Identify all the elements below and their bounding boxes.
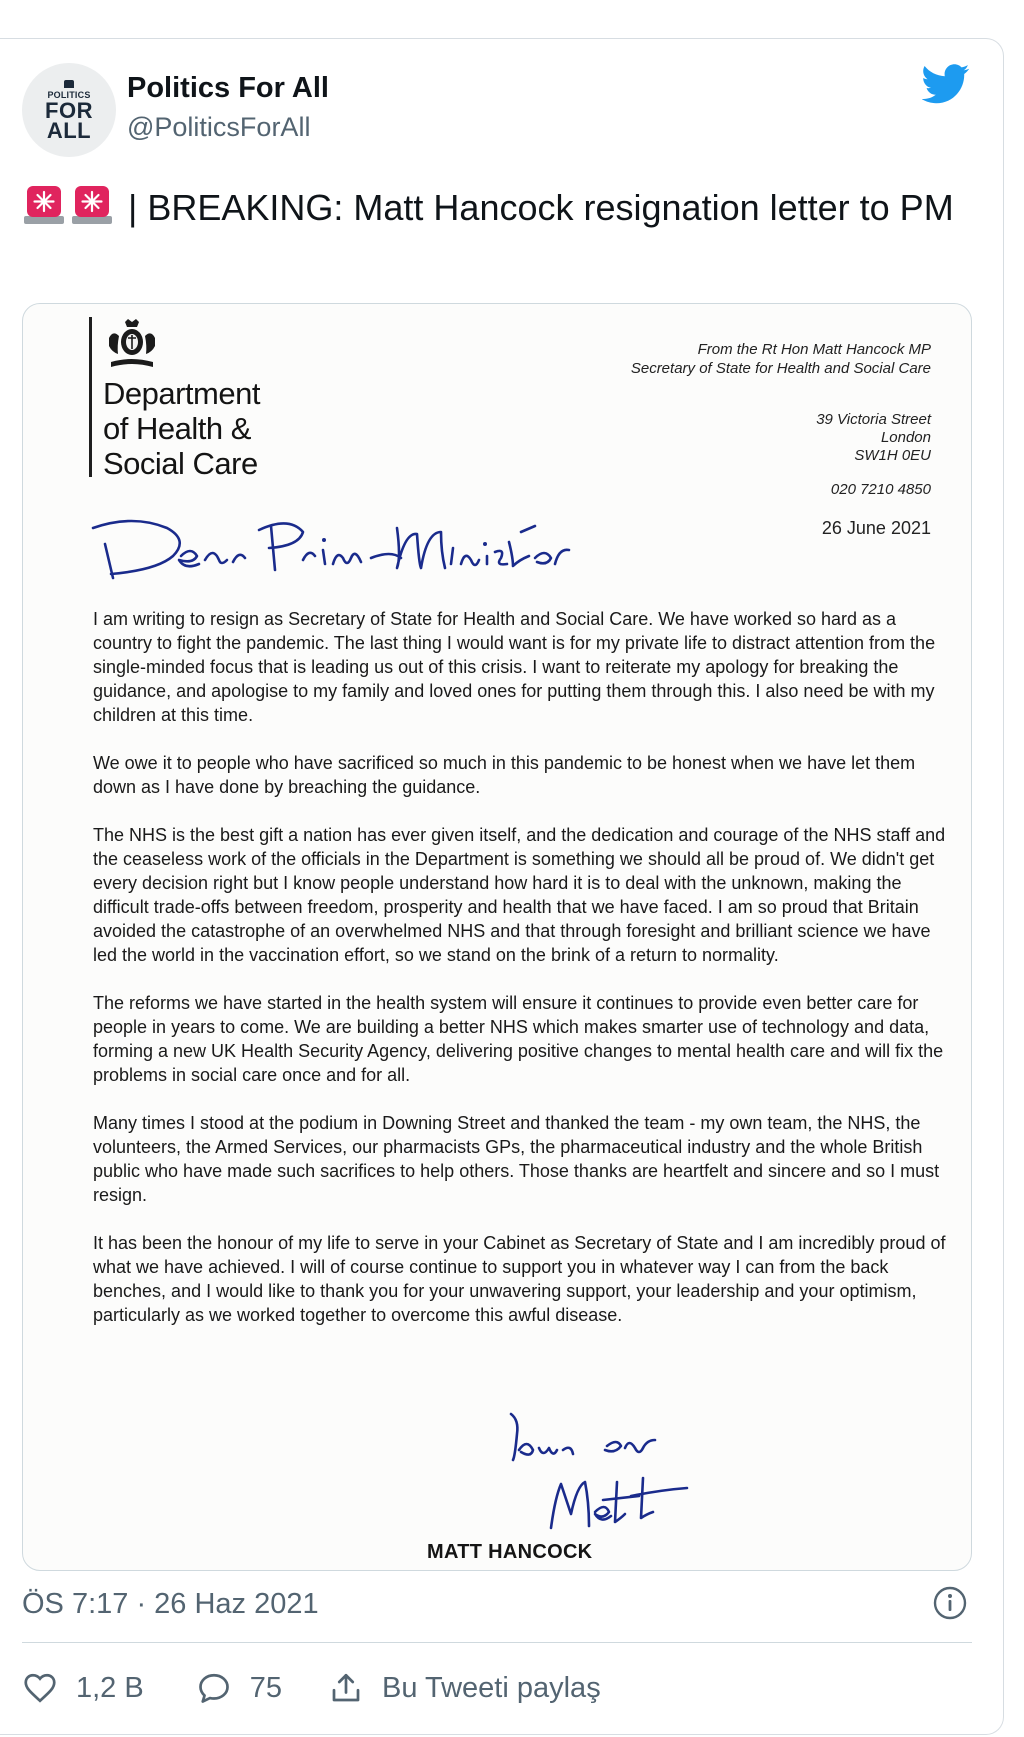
letter-paragraph: We owe it to people who have sacrificed so much in this pandemic to be honest when we have let them down as I have done by breaching the guidance.	[93, 753, 916, 797]
letter-paragraph: The reforms we have started in the health system will ensure it continues to provide even better care for people in years to come. We are building a better NHS which makes smarter use of technology and data, forming a new UK Health Security Agency, delivering positive changes to mental health care and will fix the problems in social care once and for all.	[93, 993, 944, 1085]
twitter-bird-icon[interactable]	[922, 64, 970, 104]
action-bar	[22, 1666, 601, 1710]
signature-name: MATT HANCOCK	[427, 1541, 593, 1563]
reply-count: 75	[249, 1671, 282, 1704]
tweet-text-body: | BREAKING: Matt Hancock resignation letter to PM	[128, 187, 954, 228]
tweet-text	[22, 182, 982, 231]
tweet-image[interactable]	[22, 303, 972, 1571]
royal-crest-icon	[101, 318, 163, 372]
letter-paragraph: I am writing to resign as Secretary of State for Health and Social Care. We have worked so hard as a country to fight the pandemic. The last thing I would want is for my private life to distract attention from the single-minded focus that is leading us out of this crisis. I want to reiterate my apology for breaking the guidance, and apologise to my family and loved ones for putting them through this. I also need be with my children at this time.	[93, 609, 936, 725]
department-name	[103, 376, 260, 481]
police-light-icon	[22, 182, 66, 226]
reply-bubble-icon	[196, 1670, 232, 1706]
address-line: 39 Victoria Street	[816, 411, 931, 428]
reply-button[interactable]	[196, 1670, 282, 1706]
display-name[interactable]: Politics For All	[127, 72, 329, 104]
letter-date: 26 June 2021	[821, 518, 931, 538]
department-line: of Health &	[103, 411, 251, 446]
address-line: SW1H 0EU	[854, 447, 931, 464]
avatar-line1: POLITICS	[47, 89, 91, 100]
letter-paragraph: Many times I stood at the podium in Downing Street and thanked the team - my own team, the NHS, the volunteers, the Armed Services, our pharmacists GPs, the pharmaceutical industry and the whole British public who have made such sacrifices to help others. Those thanks are heartfelt and sincere and so I must resign.	[93, 1113, 940, 1205]
share-label: Bu Tweeti paylaş	[381, 1671, 601, 1704]
handwritten-salutation	[75, 500, 615, 590]
divider	[22, 1642, 972, 1643]
from-line: Secretary of State for Health and Social Care	[630, 360, 931, 377]
like-count: 1,2 B	[76, 1671, 144, 1704]
handwritten-signoff	[503, 1404, 743, 1534]
avatar[interactable]	[22, 63, 116, 157]
address-block	[816, 411, 931, 465]
letterhead-rule	[89, 317, 92, 477]
from-block	[631, 340, 931, 378]
avatar-line2: FOR	[45, 97, 93, 123]
tweet-timestamp[interactable]: ÖS 7:17 · 26 Haz 2021	[22, 1588, 319, 1620]
resignation-letter	[23, 304, 971, 1570]
address-line: London	[880, 429, 931, 446]
police-light-icon	[70, 182, 114, 226]
letter-paragraph: The NHS is the best gift a nation has ever given itself, and the dedication and courage of the NHS staff and the ceaseless work of the officials in the Department is something we should all be proud of. We didn't get every decision right but I know people understand how hard it is to deal with the unknown, making the difficult trade-offs between freedom, prosperity and health that we have faced. I am so proud that Britain avoided the catastrophe of an overwhelmed NHS and that through foresight and brilliant science we have led the world in the vaccination effort, so we stand on the brink of a return to normality.	[93, 825, 946, 965]
info-icon[interactable]	[932, 1585, 968, 1621]
department-line: Department	[103, 376, 260, 411]
from-line: From the Rt Hon Matt Hancock MP	[697, 341, 931, 358]
like-button[interactable]	[22, 1670, 144, 1706]
user-handle[interactable]: @PoliticsForAll	[127, 112, 311, 142]
department-line: Social Care	[103, 446, 258, 481]
share-icon	[328, 1670, 364, 1706]
avatar-line3: ALL	[46, 117, 92, 143]
letter-paragraph: It has been the honour of my life to serve in your Cabinet as Secretary of State and I am incredibly proud of what we have achieved. I will of course continue to support you in whatever way I can from the back benches, and I would like to thank you for your unwavering support, your leadership and your optimism, particularly as we worked together to overcome this awful disease.	[93, 1233, 946, 1325]
letter-body	[93, 607, 953, 1351]
share-button[interactable]	[328, 1670, 601, 1706]
avatar-hat-icon	[64, 80, 74, 88]
phone-number: 020 7210 4850	[830, 481, 931, 498]
heart-icon	[22, 1670, 58, 1706]
